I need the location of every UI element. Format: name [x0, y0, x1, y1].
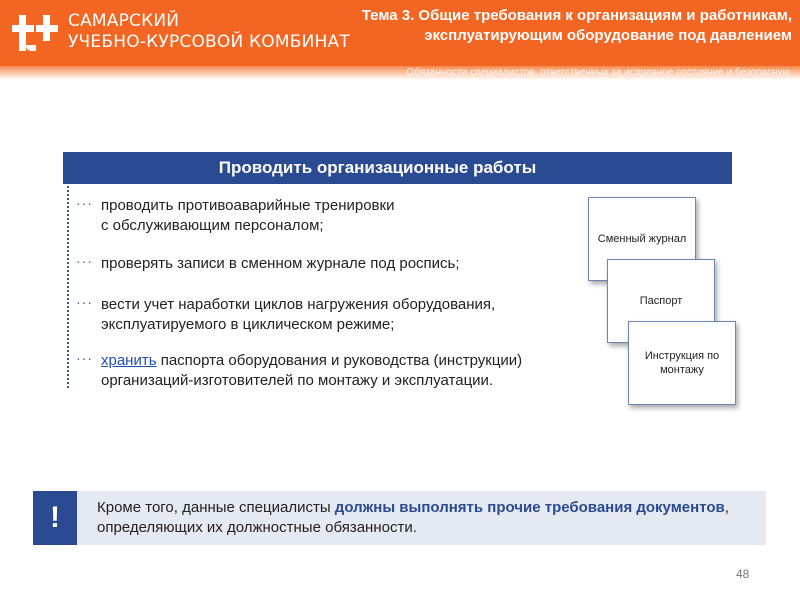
- bullet-list: [76, 196, 596, 391]
- list-item-text: проводить противоаварийные тренировки: [101, 197, 395, 214]
- list-item: [76, 196, 596, 236]
- bullet-marker-icon: ···: [76, 294, 93, 310]
- document-card-installation-manual: Инструкция по монтажу: [628, 321, 736, 405]
- logo-icon: [10, 9, 60, 55]
- subtitle-text: Обязанности специалистов, ответственных за исправное состояние и безопасную: [406, 67, 790, 78]
- list-item-text: с обслуживающим персоналом;: [101, 217, 324, 234]
- dotted-divider: [67, 186, 69, 388]
- subtitle-strip: [0, 66, 800, 80]
- list-item: [76, 254, 596, 274]
- bullet-marker-icon: ···: [76, 350, 93, 366]
- list-item: [76, 351, 596, 391]
- panel-title: Проводить организационные работы: [63, 152, 732, 184]
- logo-line1: САМАРСКИЙ: [68, 11, 180, 31]
- list-item-text: вести учет наработки циклов нагружения оборудования,: [101, 296, 496, 313]
- list-item: [76, 295, 596, 335]
- topic-title: Тема 3. Общие требования к организациям и работникам, эксплуатирующим оборудование под давлением: [361, 7, 792, 44]
- note-bar: [33, 491, 766, 545]
- document-card-passport: Паспорт: [607, 259, 715, 343]
- exclamation-icon: !: [33, 491, 77, 545]
- logo-text: [68, 11, 350, 53]
- list-item-text: проверять записи в сменном журнале под роспись;: [101, 255, 460, 272]
- list-item-text: организаций-изготовителей по монтажу и эксплуатации.: [101, 372, 494, 389]
- logo-line2: УЧЕБНО-КУРСОВОЙ КОМБИНАТ: [68, 32, 350, 52]
- bullet-marker-icon: ···: [76, 195, 93, 211]
- note-text: [97, 498, 757, 538]
- page-number: 48: [736, 567, 750, 581]
- document-card-shift-log: Сменный журнал: [588, 197, 696, 281]
- note-part2: , определяющих их должностные обязанности.: [97, 499, 729, 536]
- list-item-text: эксплуатируемого в циклическом режиме;: [101, 316, 395, 333]
- store-link[interactable]: хранить: [101, 352, 157, 369]
- bullet-marker-icon: ···: [76, 253, 93, 269]
- list-item-text: паспорта оборудования и руководства (инструкции): [156, 352, 523, 369]
- header-bar: [0, 0, 800, 66]
- note-part1: Кроме того, данные специалисты: [97, 499, 335, 516]
- note-bold: должны выполнять прочие требования документов: [334, 499, 725, 516]
